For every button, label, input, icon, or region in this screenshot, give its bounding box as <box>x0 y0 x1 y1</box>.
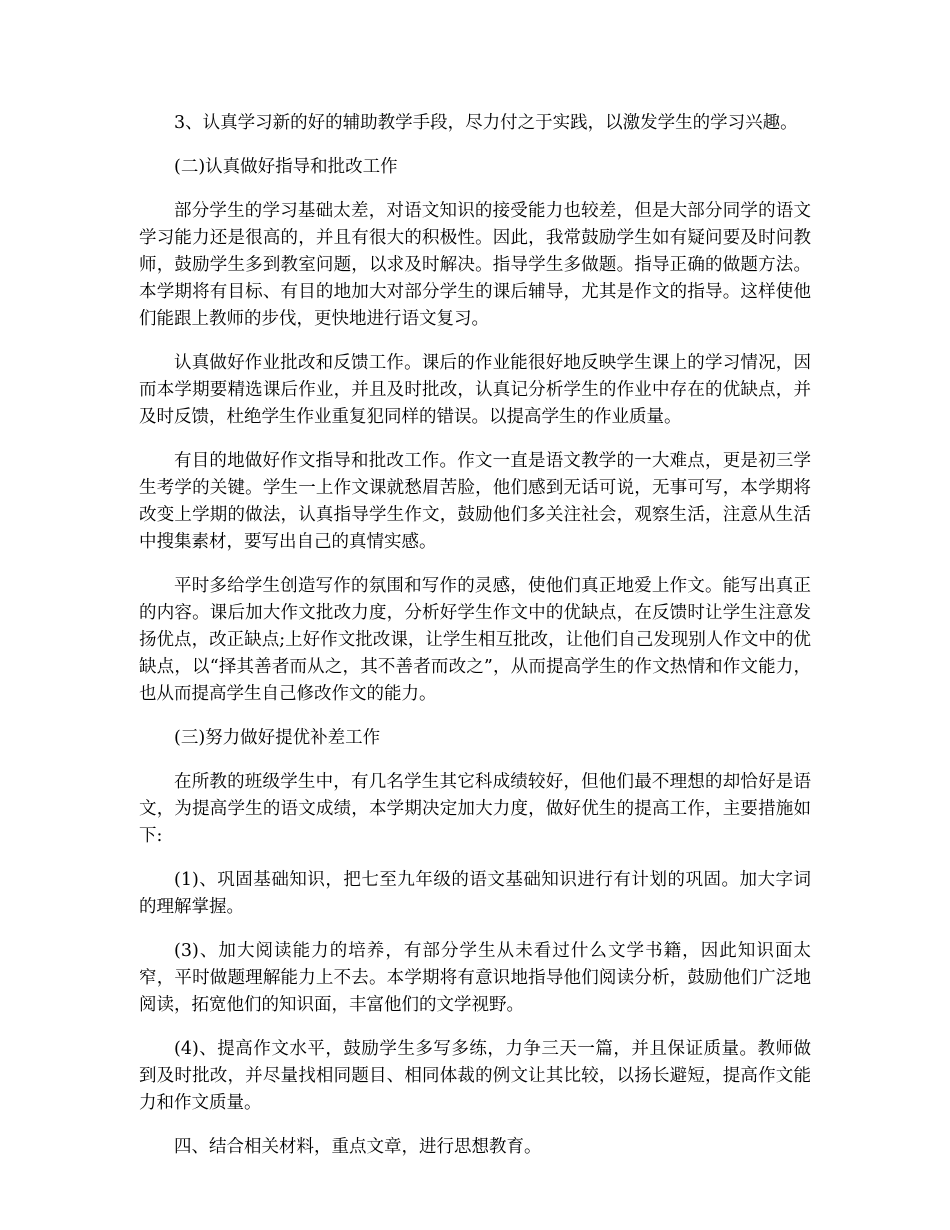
paragraph-composition-guidance: 有目的地做好作文指导和批改工作。作文一直是语文教学的一大难点，更是初三学生考学的关键。学生一上作文课就愁眉苦脸，他们感到无话可说，无事可写，本学期将改变上学期的做法，认真指导学生作文，鼓励他们多关注社会，观察生活，注意从生活中搜集素材，要写出自己的真情实感。 <box>139 451 811 552</box>
paragraph-top-students: 在所教的班级学生中，有几名学生其它科成绩较好，但他们最不理想的却恰好是语文，为提高学生的语文成绩，本学期决定加大力度，做好优生的提高工作，主要措施如下: <box>139 772 811 846</box>
measure-item-3: (3)、加大阅读能力的培养，有部分学生从未看过什么文学书籍，因此知识面太窄，平时做题理解能力上不去。本学期将有意识地指导他们阅读分析，鼓励他们广泛地阅读，拓宽他们的知识面，丰富他们的文学视野。 <box>139 941 811 1015</box>
paragraph-homework-feedback: 认真做好作业批改和反馈工作。课后的作业能很好地反映学生课上的学习情况，因而本学期要精选课后作业，并且及时批改，认真记分析学生的作业中存在的优缺点，并及时反馈，杜绝学生作业重复犯同样的错误。以提高学生的作业质量。 <box>139 353 811 427</box>
paragraph-item-3: 3、认真学习新的好的辅助教学手段，尽力付之于实践，以激发学生的学习兴趣。 <box>174 113 798 133</box>
section-heading-4: 四、结合相关材料，重点文章，进行思想教育。 <box>174 1137 542 1157</box>
section-heading-2: (二)认真做好指导和批改工作 <box>174 157 398 177</box>
document-body <box>139 110 811 1178</box>
paragraph-guidance: 部分学生的学习基础太差，对语文知识的接受能力也较差，但是大部分同学的语文学习能力还是很高的，并且有很大的积极性。因此，我常鼓励学生如有疑问要及时问教师，鼓励学生多到教室问题，以求及时解决。指导学生多做题。指导正确的做题方法。本学期将有目标、有目的地加大对部分学生的课后辅导，尤其是作文的指导。这样使他们能跟上教师的步伐，更快地进行语文复习。 <box>139 201 811 329</box>
measure-item-4: (4)、提高作文水平，鼓励学生多写多练，力争三天一篇，并且保证质量。教师做到及时批改，并尽量找相同题目、相同体裁的例文让其比较，以扬长避短，提高作文能力和作文质量。 <box>139 1039 811 1113</box>
paragraph-writing-atmosphere: 平时多给学生创造写作的氛围和写作的灵感，使他们真正地爱上作文。能写出真正的内容。课后加大作文批改力度，分析好学生作文中的优缺点，在反馈时让学生注意发扬优点，改正缺点;上好作文批改课，让学生相互批改，让他们自己发现别人作文中的优缺点，以“择其善者而从之，其不善者而改之”，从而提高学生的作文热情和作文能力，也从而提高学生自己修改作文的能力。 <box>139 576 811 704</box>
section-heading-3: (三)努力做好提优补差工作 <box>174 728 381 748</box>
measure-item-1: (1)、巩固基础知识，把七至九年级的语文基础知识进行有计划的巩固。加大字词的理解掌握。 <box>139 870 811 917</box>
